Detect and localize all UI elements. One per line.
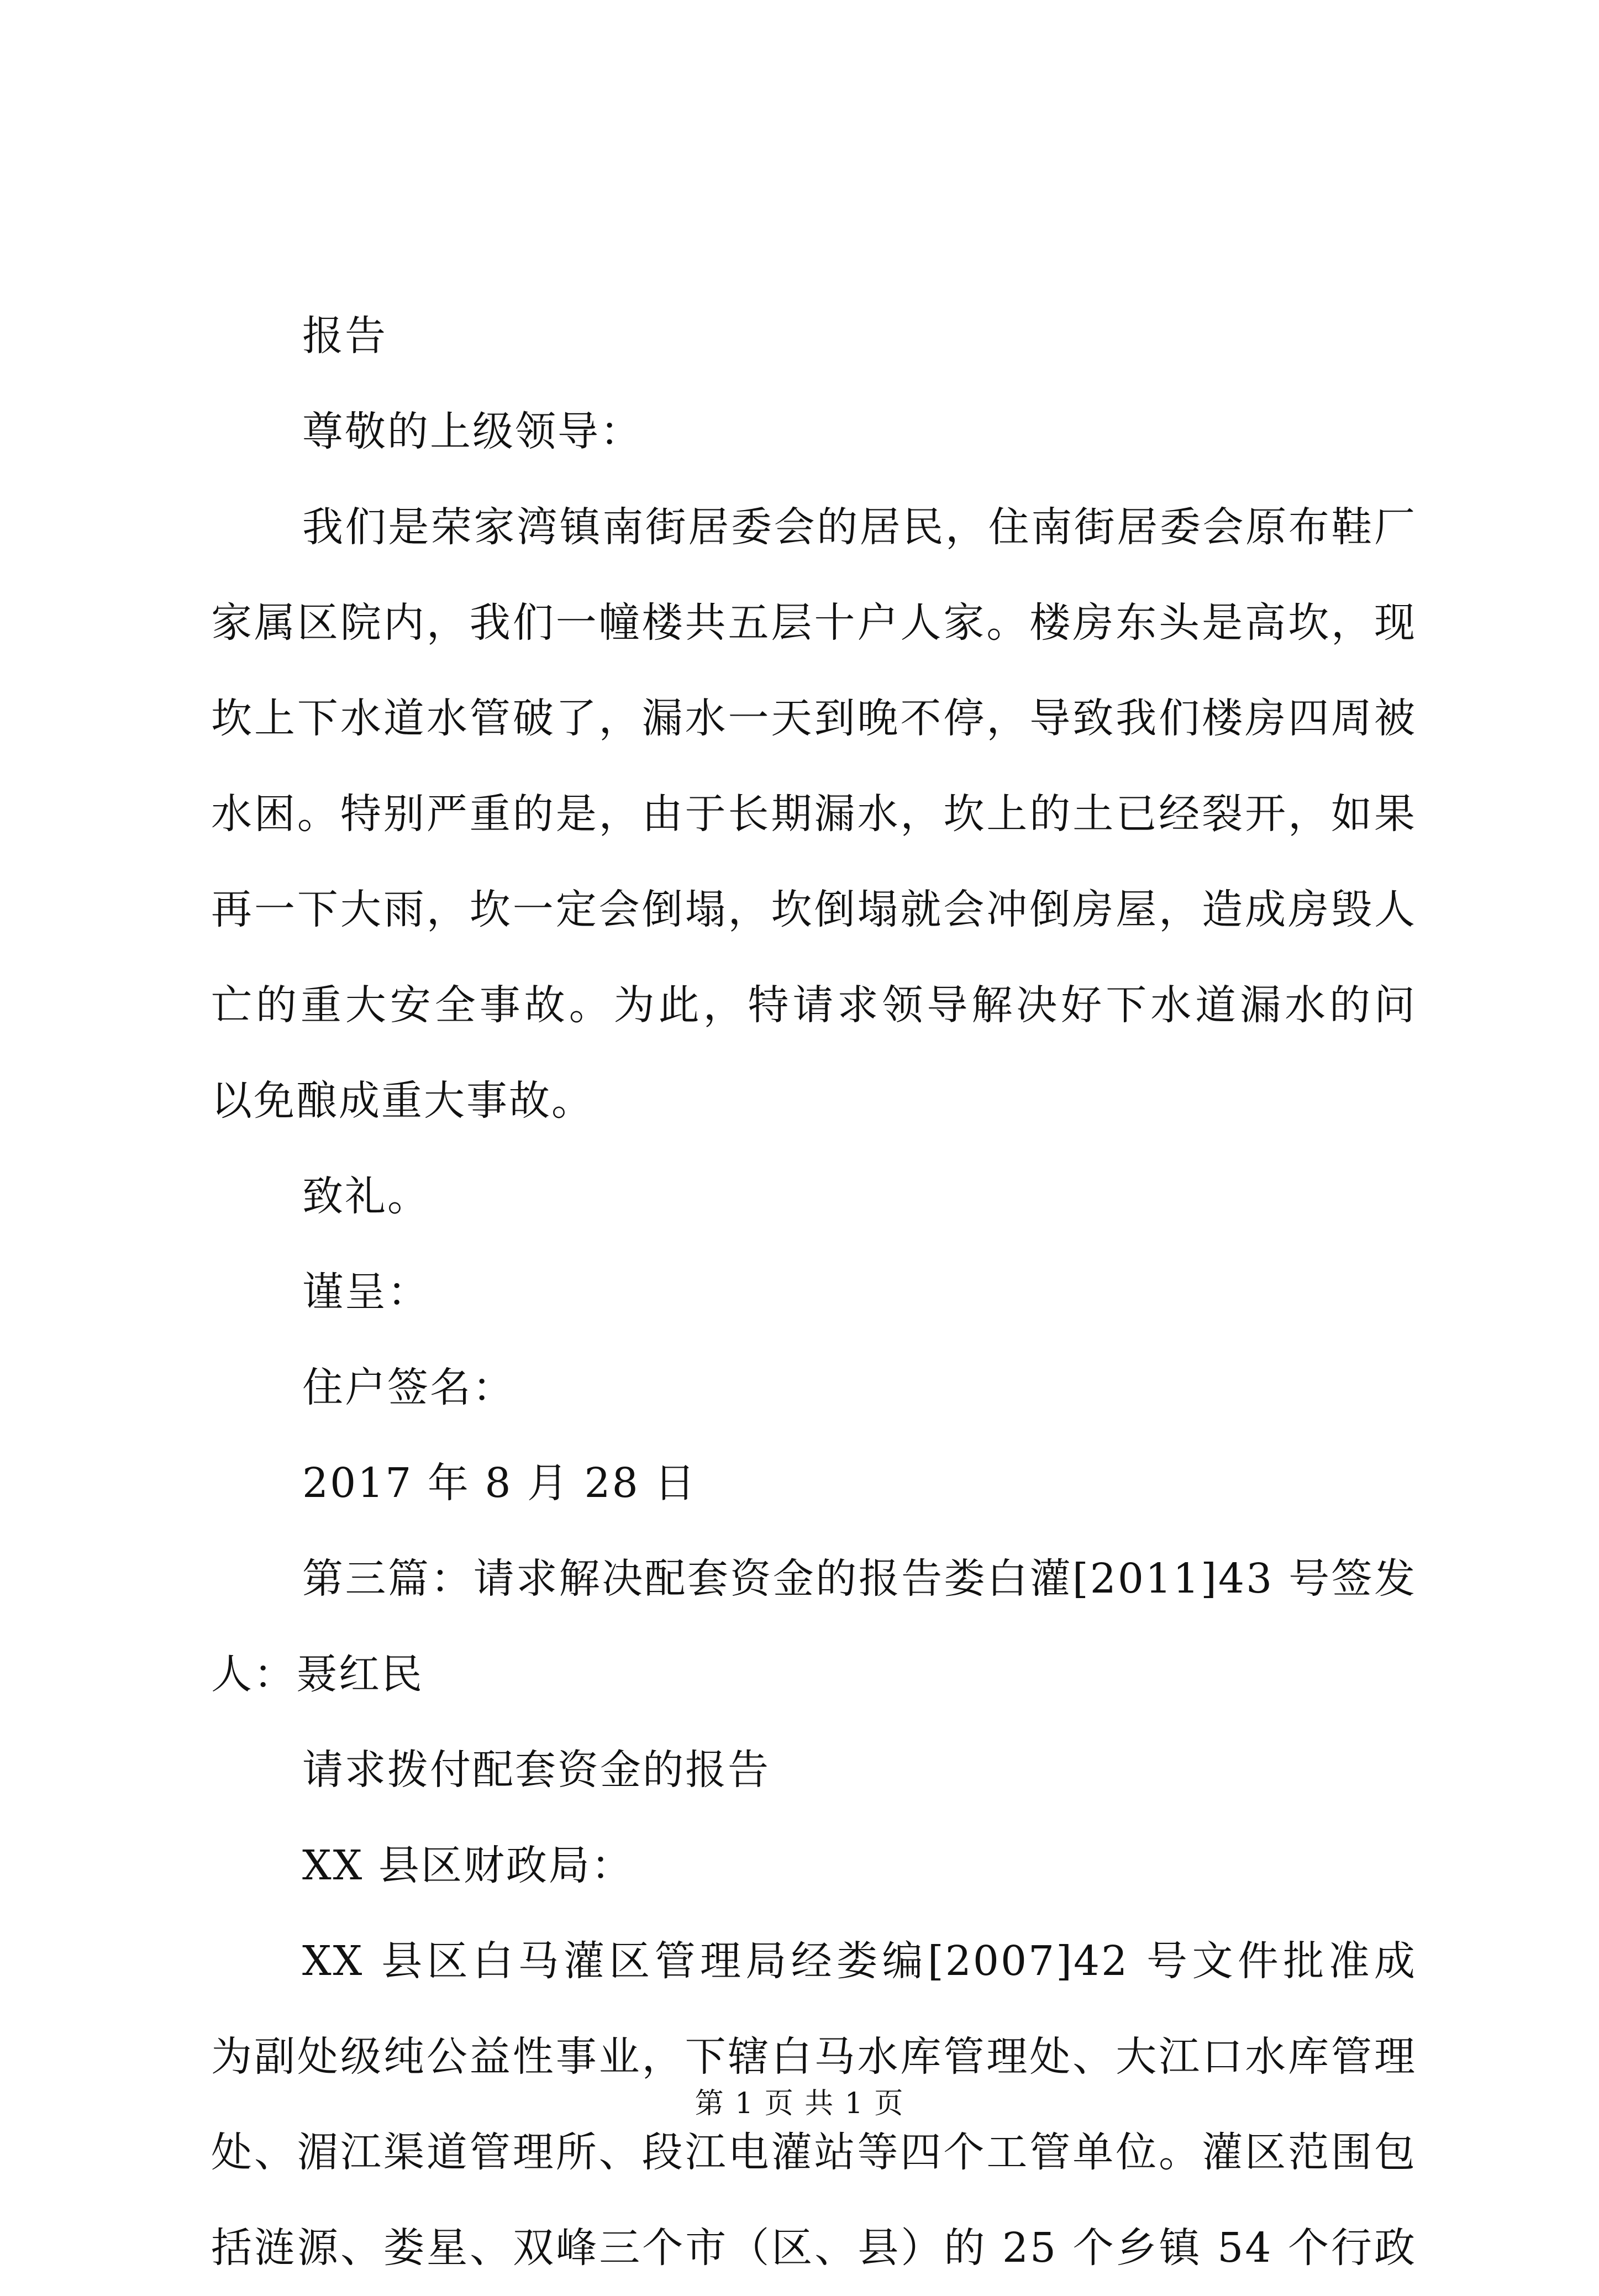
text-line: 尊敬的上级领导：	[302, 408, 643, 455]
text-line: 我们是荣家湾镇南街居委会的居民，住南街居委会原布鞋厂	[302, 503, 1417, 551]
text-line: 亡的重大安全事故。为此，特请求领导解决好下水道漏水的问	[211, 981, 1417, 1029]
text-line: 第三篇：请求解决配套资金的报告娄白灌[2011]43 号签发	[302, 1555, 1417, 1603]
page-footer: 第 1 页 共 1 页	[695, 2087, 904, 2120]
text-line: XX 县区白马灌区管理局经娄编[2007]42 号文件批准成	[302, 1937, 1417, 1985]
text-line: 谨呈：	[302, 1268, 430, 1316]
text-line: 人：聂红民	[211, 1651, 424, 1698]
text-line: 水困。特别严重的是，由于长期漏水，坎上的土已经裂开，如果	[211, 790, 1417, 838]
text-line: 再一下大雨，坎一定会倒塌，坎倒塌就会冲倒房屋，造成房毁人	[211, 886, 1417, 933]
text-line: 致礼。	[302, 1173, 430, 1220]
text-line: 请求拨付配套资金的报告	[302, 1746, 770, 1794]
text-line: XX 县区财政局：	[302, 1842, 634, 1889]
text-line: 报告	[302, 312, 387, 360]
text-line: 处、湄江渠道管理所、段江电灌站等四个工管单位。灌区范围包	[211, 2129, 1417, 2176]
text-line: 括涟源、娄星、双峰三个市（区、县）的 25 个乡镇 54 个行政	[211, 2224, 1417, 2272]
text-line: 住户签名：	[302, 1364, 515, 1411]
text-line: 坎上下水道水管破了，漏水一天到晚不停，导致我们楼房四周被	[211, 695, 1417, 742]
text-line: 2017 年 8 月 28 日	[302, 1459, 697, 1507]
text-line: 家属区院内，我们一幢楼共五层十户人家。楼房东头是高坎，现	[211, 599, 1417, 647]
text-line: 为副处级纯公益性事业，下辖白马水库管理处、大江口水库管理	[211, 2033, 1417, 2080]
text-line: 以免酿成重大事故。	[211, 1077, 594, 1125]
document-body	[211, 288, 1417, 2296]
